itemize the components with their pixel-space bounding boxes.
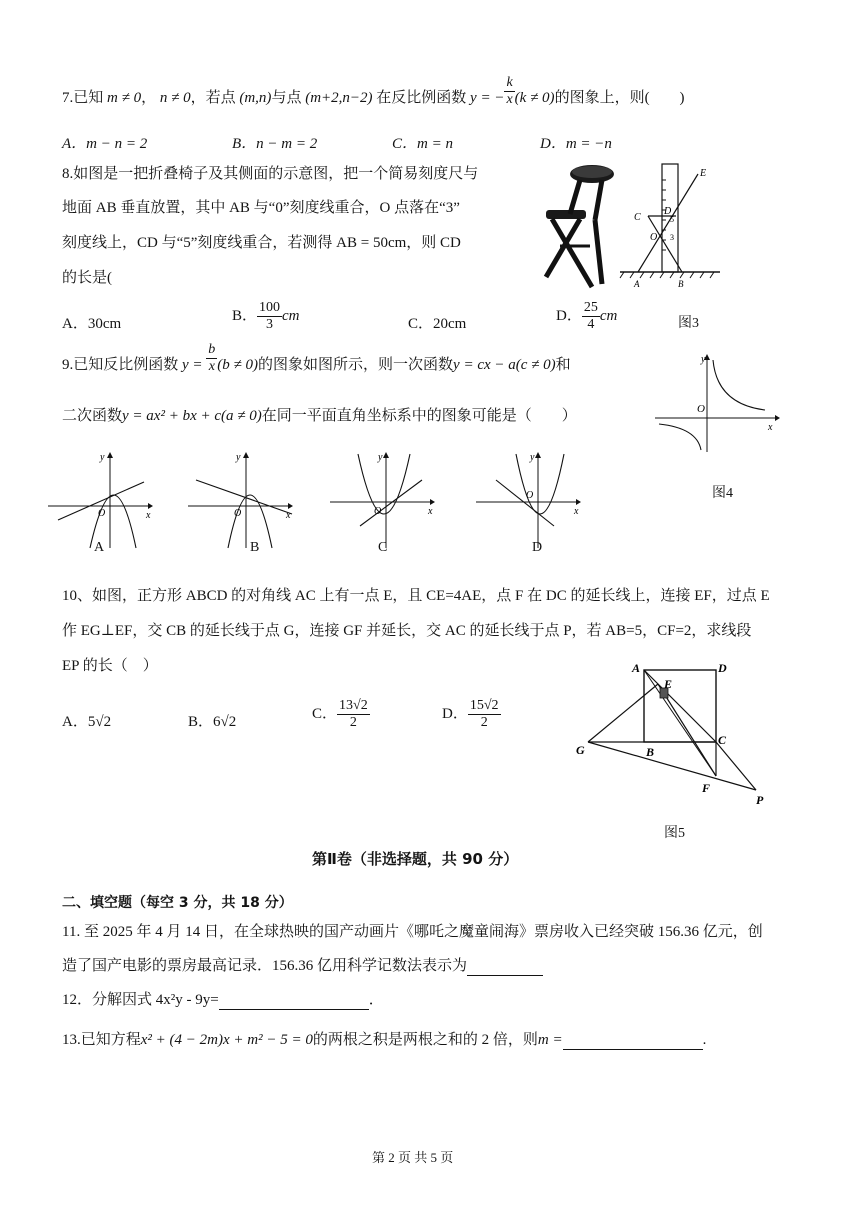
q7-option-c[interactable]: C．m = n — [392, 136, 453, 152]
q10-option-d[interactable]: D． $\frac{15√2}{2}$ — [442, 698, 499, 730]
fig3-label-e: E — [700, 168, 707, 179]
q9-graph-c[interactable] — [330, 450, 440, 550]
svg-text:x: x — [146, 510, 151, 521]
q8-option-a[interactable]: A．30cm — [62, 316, 122, 332]
section-2-title: 二、填空题（每空 3 分，共 18 分） — [62, 895, 293, 911]
fig3-label-5: 5 — [670, 215, 674, 224]
q12-line: 12．分解因式 4x²y - 9y= ． — [62, 992, 384, 1008]
q10-option-a[interactable]: A．5√2 — [62, 714, 112, 730]
fig5-label-p: P — [756, 793, 764, 807]
q9-line1: 9.已知反比例函数 y = $\frac{b}{x}$ (b ≠ 0)的图象如图所示，则一次函数y = cx − a(c ≠ 0)和 — [62, 342, 571, 375]
q7-stem: 7.已知 m ≠ 0， n ≠ 0，若点 (m,n)与点 (m+2,n−2) 在反比例函数 y = − $\frac{k}{x}$ (k ≠ 0)的图象上，则( ) — [62, 75, 685, 108]
q7-fraction: $\frac{k}{x}$ — [506, 75, 513, 108]
q8-option-b[interactable]: B． $\frac{100}{3}$ cm — [232, 300, 300, 332]
fig3-label-o: O — [650, 232, 658, 243]
fig3-label-b: B — [678, 279, 684, 289]
page-footer: 第 2 页 共 5 页 — [372, 1150, 454, 1165]
q9-graph-c-label: C — [378, 540, 388, 555]
fig3-label-d: D — [664, 206, 672, 217]
fig4-axis-y: y — [701, 354, 706, 365]
part-2-title: 第Ⅱ卷（非选择题，共 90 分） — [312, 850, 519, 868]
fig5-label-d: D — [718, 661, 727, 675]
q9-graph-a-label: A — [94, 540, 105, 555]
q8-line3: 刻度线上，CD 与“5”刻度线重合，若测得 AB = 50cm，则 CD — [62, 235, 461, 251]
q10-line3: EP 的长（ ） — [62, 658, 158, 674]
q7-option-b[interactable]: B．n − m = 2 — [232, 136, 318, 152]
fig5-label-c: C — [718, 733, 727, 747]
q11-answer-blank[interactable] — [467, 959, 543, 976]
svg-text:x: x — [574, 506, 579, 517]
q8-option-d[interactable]: D． $\frac{25}{4}$ cm — [556, 300, 618, 332]
svg-text:y: y — [100, 452, 105, 463]
fig4-axis-x: x — [768, 422, 773, 433]
q7-option-a[interactable]: A．m − n = 2 — [62, 136, 148, 152]
fig5-label-b: B — [646, 745, 655, 759]
q7-option-d[interactable]: D．m = −n — [540, 136, 612, 152]
q11-line1: 11. 至 2025 年 4 月 14 日，在全球热映的国产动画片《哪吒之魔童闹海》票房收入已经突破 156.36 亿元，创 — [62, 924, 763, 940]
fig3-label-3: 3 — [670, 233, 674, 242]
q13-line: 13.已知方程x² + (4 − 2m)x + m² − 5 = 0的两根之积是两根之和的 2 倍，则m = . — [62, 1032, 707, 1048]
svg-text:O: O — [98, 508, 106, 519]
svg-text:O: O — [526, 490, 534, 501]
q10-line1: 10、如图，正方形 ABCD 的对角线 AC 上有一点 E，且 CE=4AE，点 F 在 DC 的延长线上，连接 EF，过点 E — [62, 588, 770, 604]
fig5-label-e: E — [664, 677, 673, 691]
fig3-label-c: C — [634, 212, 641, 223]
svg-text:y: y — [236, 452, 241, 463]
q11-line2: 造了国产电影的票房最高记录．156.36 亿用科学记数法表示为 — [62, 956, 543, 976]
figure-5-caption: 图5 — [664, 826, 685, 841]
q10-line2: 作 EG⊥EF，交 CB 的延长线于点 G，连接 GF 并延长，交 AC 的延长线于点 P，若 AB=5，CF=2，求线段 — [62, 623, 752, 639]
figure-4-caption: 图4 — [712, 486, 733, 501]
svg-text:x: x — [428, 506, 433, 517]
q9-graph-a[interactable] — [48, 450, 158, 550]
q13-answer-blank[interactable] — [563, 1033, 703, 1050]
q12-answer-blank[interactable] — [219, 993, 369, 1010]
q10-option-c[interactable]: C． $\frac{13√2}{2}$ — [312, 698, 368, 730]
svg-text:y: y — [378, 452, 383, 463]
fig3-label-a: A — [634, 279, 640, 289]
q8-option-c[interactable]: C．20cm — [408, 316, 467, 332]
q9-graph-d[interactable] — [476, 450, 586, 550]
fig4-origin: O — [697, 403, 705, 415]
q9-graph-b[interactable] — [188, 450, 298, 550]
fig5-label-a: A — [632, 661, 641, 675]
figure-5-diagram — [574, 658, 770, 808]
figure-4-hyperbola — [655, 352, 780, 452]
fig5-label-f: F — [702, 781, 711, 795]
q10-option-b[interactable]: B．6√2 — [188, 714, 237, 730]
q9-line2: 二次函数y = ax² + bx + c(a ≠ 0)在同一平面直角坐标系中的图象可能是（ ） — [62, 408, 577, 424]
fig5-label-g: G — [576, 743, 585, 757]
svg-text:x: x — [286, 510, 291, 521]
q9-graph-b-label: B — [250, 540, 260, 555]
svg-text:y: y — [530, 452, 535, 463]
q8-line4: 的长是( — [62, 270, 112, 286]
figure-3-caption: 图3 — [678, 316, 699, 331]
figure-3-diagram — [620, 160, 720, 290]
q9-graph-d-label: D — [532, 540, 543, 555]
svg-text:O: O — [374, 506, 382, 517]
svg-text:O: O — [234, 508, 242, 519]
q8-line1: 8.如图是一把折叠椅子及其侧面的示意图，把一个简易刻度尺与 — [62, 166, 479, 182]
folding-chair-image — [540, 162, 620, 292]
q8-line2: 地面 AB 垂直放置，其中 AB 与“0”刻度线重合，O 点落在“3” — [62, 200, 460, 216]
